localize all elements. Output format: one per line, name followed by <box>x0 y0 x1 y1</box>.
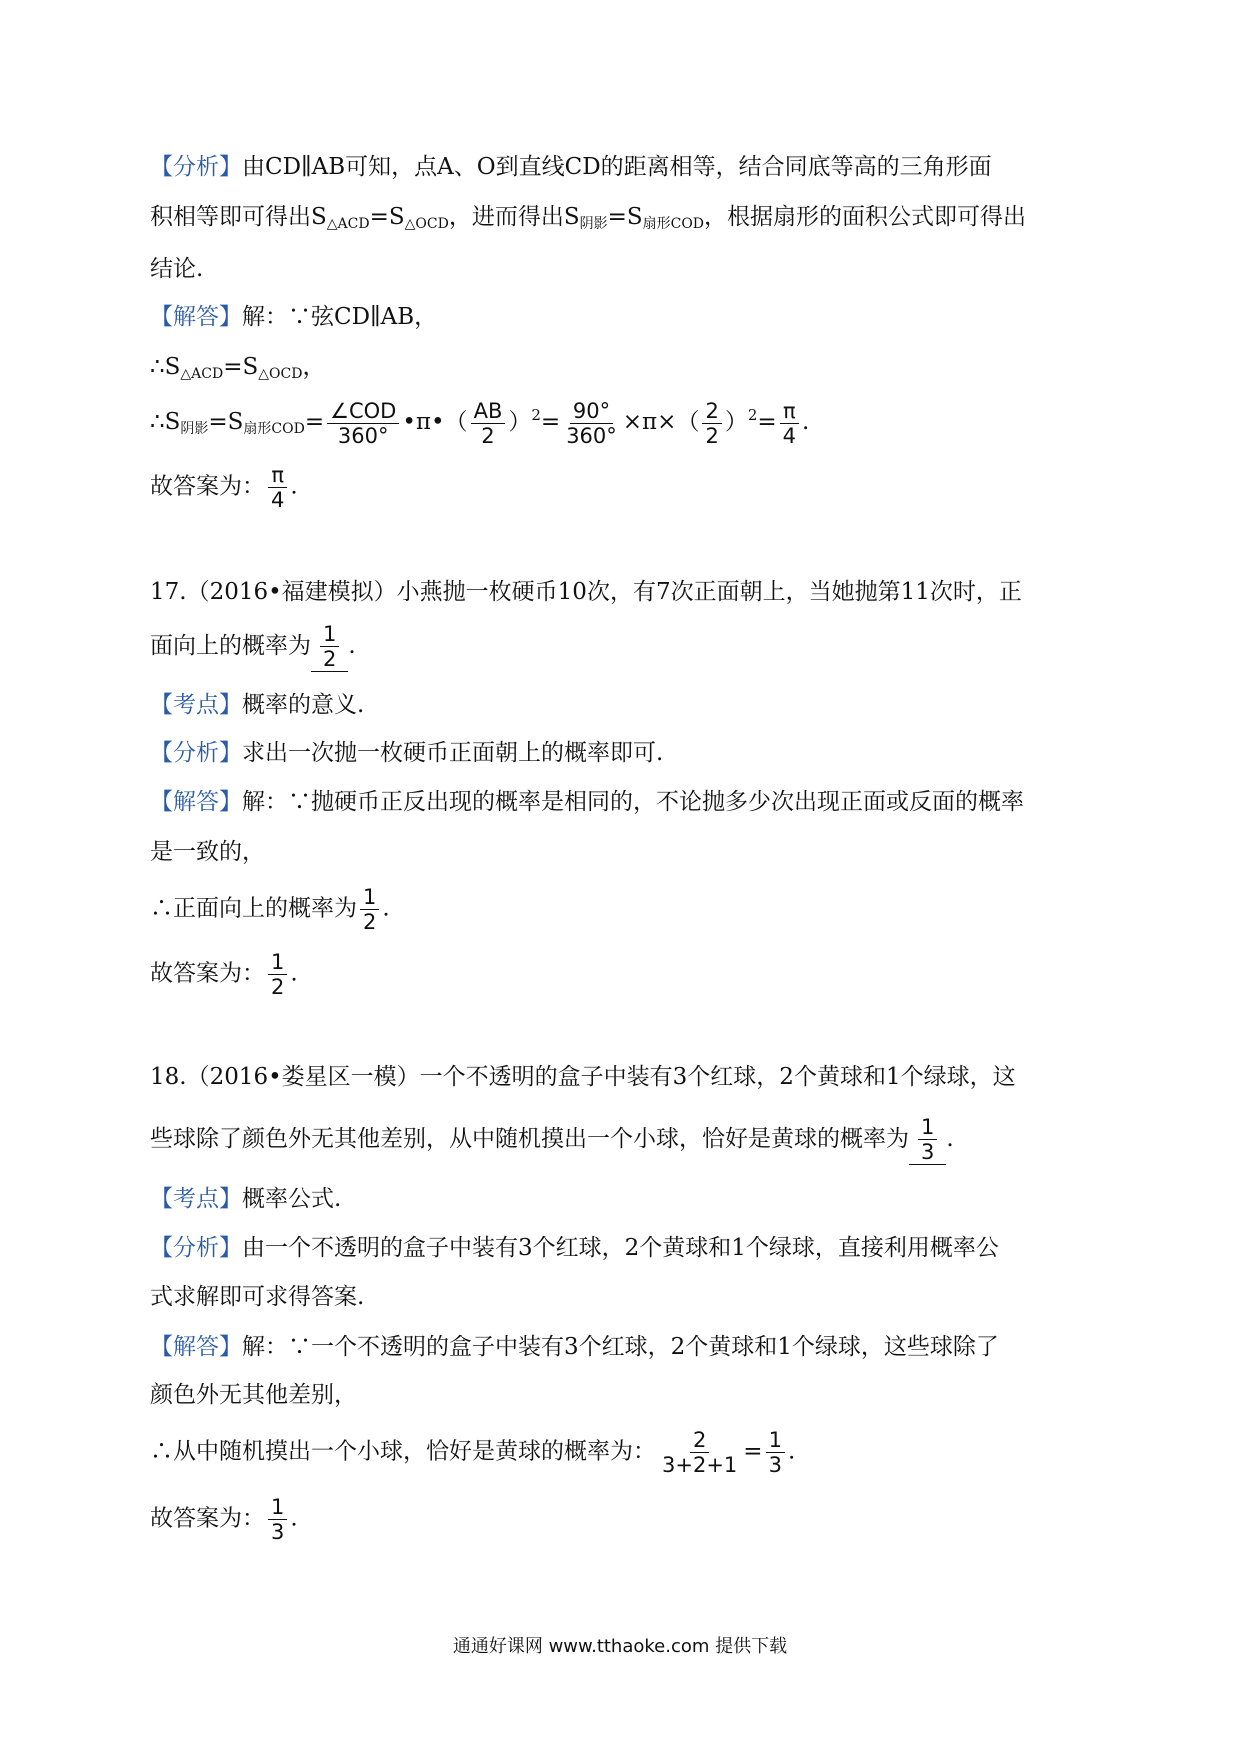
subscript: 扇形COD <box>642 216 705 232</box>
s17-solution-line2 <box>150 835 265 869</box>
text: =S <box>607 204 643 230</box>
text: 解：∵抛硬币正反出现的概率是相同的，不论抛多少次出现正面或反面的概率 <box>242 789 1024 815</box>
fraction <box>702 399 721 448</box>
text: =S <box>223 354 259 380</box>
subscript: 阴影 <box>180 421 209 437</box>
solution-tag: 【解答】 <box>150 304 242 330</box>
fraction <box>327 399 399 448</box>
s17-analysis <box>150 736 663 770</box>
analysis-tag: 【分析】 <box>150 1235 242 1261</box>
numerator: π <box>268 463 287 488</box>
denominator: 2 <box>271 975 285 999</box>
text: 积相等即可得出S <box>150 204 327 230</box>
numerator: 1 <box>320 622 339 647</box>
text: 式求解即可求得答案. <box>150 1284 365 1310</box>
text: 故答案为： <box>150 473 265 500</box>
period: . <box>787 1438 796 1465</box>
numerator: 1 <box>360 885 379 910</box>
s18-analysis-line2 <box>150 1280 364 1314</box>
fraction <box>360 885 379 934</box>
numerator: 1 <box>766 1428 785 1453</box>
text: 面向上的概率为 <box>150 633 311 659</box>
solution-tag: 【解答】 <box>150 1334 242 1360</box>
fraction <box>471 399 506 448</box>
text: 由CD∥AB可知，点A、O到直线CD的距离相等，结合同底等高的三角形面 <box>242 154 992 180</box>
s17-keypoint <box>150 688 364 722</box>
denominator: 360° <box>337 423 389 448</box>
numerator: 1 <box>268 950 287 975</box>
s18-solution-line3 <box>150 1428 795 1477</box>
period: . <box>290 1505 298 1532</box>
subscript: △OCD <box>404 216 449 232</box>
numerator: ∠COD <box>327 399 399 424</box>
s17-question-line2 <box>150 622 356 672</box>
period: . <box>802 409 810 435</box>
denominator: 3+2+1 <box>662 1453 738 1477</box>
s18-analysis-line1 <box>150 1231 999 1265</box>
s18-question-line2 <box>150 1115 954 1165</box>
text: 颜色外无其他差别， <box>150 1382 357 1408</box>
page-footer: 通通好课网 www.tthaoke.com 提供下载 <box>452 1636 788 1657</box>
s18-solution-line1 <box>150 1330 999 1364</box>
subscript: 扇形COD <box>243 421 305 437</box>
fraction <box>268 463 287 512</box>
denominator: 360° <box>566 423 617 448</box>
subscript: △ACD <box>180 366 224 382</box>
analysis-tag: 【分析】 <box>150 740 242 766</box>
numerator: 2 <box>690 1428 709 1453</box>
text: 解：∵一个不透明的盒子中装有3个红球，2个黄球和1个绿球，这些球除了 <box>242 1334 999 1360</box>
text: 概率公式. <box>242 1186 342 1212</box>
s18-keypoint <box>150 1182 341 1216</box>
numerator: 1 <box>268 1495 287 1520</box>
period: . <box>290 960 298 987</box>
text: ∴S <box>150 409 181 435</box>
text: ×π×（ <box>622 409 700 435</box>
s16-solution-line1 <box>150 300 437 334</box>
denominator: 4 <box>271 488 285 512</box>
fraction <box>320 622 339 671</box>
text: 概率的意义. <box>242 692 365 718</box>
denominator: 2 <box>705 423 719 448</box>
denominator: 3 <box>921 1140 935 1164</box>
text: ∴从中随机摸出一个小球，恰好是黄球的概率为： <box>150 1438 656 1465</box>
period: . <box>290 473 298 500</box>
denominator: 2 <box>481 423 495 448</box>
keypoint-tag: 【考点】 <box>150 1186 242 1212</box>
text: =S <box>208 409 244 435</box>
fraction <box>918 1115 937 1164</box>
text: 故答案为： <box>150 1505 265 1532</box>
text: = <box>743 1438 763 1465</box>
numerator: 1 <box>918 1115 937 1140</box>
fraction <box>659 1428 740 1477</box>
period: . <box>946 1126 954 1152</box>
answer-blank <box>909 1115 946 1165</box>
text: 结论. <box>150 256 204 282</box>
text: ，进而得出S <box>448 204 580 230</box>
s16-solution-line2 <box>150 350 325 391</box>
subscript: △OCD <box>258 366 303 382</box>
s17-solution-line3 <box>150 885 390 934</box>
denominator: 2 <box>323 647 337 671</box>
s17-answer <box>150 950 298 999</box>
s16-analysis-line3 <box>150 252 203 286</box>
text: 求出一次抛一枚硬币正面朝上的概率即可. <box>242 740 664 766</box>
text: = <box>540 409 561 435</box>
analysis-tag: 【分析】 <box>150 154 242 180</box>
denominator: 4 <box>782 423 797 448</box>
text: 故答案为： <box>150 960 265 987</box>
s16-analysis-line2 <box>150 200 1026 241</box>
solution-tag: 【解答】 <box>150 789 242 815</box>
text: 些球除了颜色外无其他差别，从中随机摸出一个小球，恰好是黄球的概率为 <box>150 1126 909 1152</box>
denominator: 2 <box>363 910 377 934</box>
text: =S <box>369 204 405 230</box>
text: 是一致的， <box>150 839 265 865</box>
s16-solution-formula: $\therefore S_{阴影}=S_{扇形COD}=$ $\frac{\text{∠COD}}{360^\circ}$ •π•（ $\frac{AB}{2}$ ）$^2$= $\frac{90^\circ}{360^\circ}$ ×π×（ $\frac{2}{2}$ ）$^2$= $\frac{\pi}{4}$ . <box>150 398 810 448</box>
denominator: 3 <box>271 1520 285 1544</box>
s17-question-line1 <box>150 575 1022 609</box>
numerator: AB <box>471 399 506 424</box>
fraction <box>780 399 799 448</box>
text: 18.（2016•娄星区一模）一个不透明的盒子中装有3个红球，2个黄球和1个绿球，这 <box>150 1064 1016 1090</box>
exponent: 2 <box>747 406 758 424</box>
subscript: △ACD <box>326 216 370 232</box>
text: ∴S <box>150 354 181 380</box>
text: 由一个不透明的盒子中装有3个红球，2个黄球和1个绿球，直接利用概率公 <box>242 1235 999 1261</box>
fraction <box>766 1428 785 1477</box>
numerator: 90° <box>570 399 613 424</box>
answer-blank <box>311 622 348 672</box>
keypoint-tag: 【考点】 <box>150 692 242 718</box>
denominator: 3 <box>768 1453 782 1477</box>
s18-solution-line2 <box>150 1378 357 1412</box>
text: = <box>757 409 777 435</box>
text: ， <box>302 354 326 380</box>
s17-solution-line1 <box>150 785 1024 819</box>
s16-analysis-line1 <box>150 150 992 184</box>
text: ∴正面向上的概率为 <box>150 895 357 922</box>
text: •π•（ <box>402 409 468 435</box>
period: . <box>348 633 356 659</box>
fraction <box>268 950 287 999</box>
text: 解：∵弦CD∥AB， <box>242 304 438 330</box>
text: = <box>304 409 325 435</box>
subscript: 阴影 <box>579 216 608 232</box>
s18-question-line1 <box>150 1060 1016 1094</box>
fraction <box>268 1495 287 1544</box>
text: ，根据扇形的面积公式即可得出 <box>704 204 1027 230</box>
numerator: 2 <box>702 399 721 424</box>
text: 17.（2016•福建模拟）小燕抛一枚硬币10次，有7次正面朝上，当她抛第11次时，正 <box>150 579 1022 605</box>
fraction <box>563 399 620 448</box>
period: . <box>382 895 390 922</box>
s18-answer <box>150 1495 298 1544</box>
s16-answer <box>150 463 298 512</box>
exponent: 2 <box>531 406 541 424</box>
numerator: π <box>780 399 799 424</box>
